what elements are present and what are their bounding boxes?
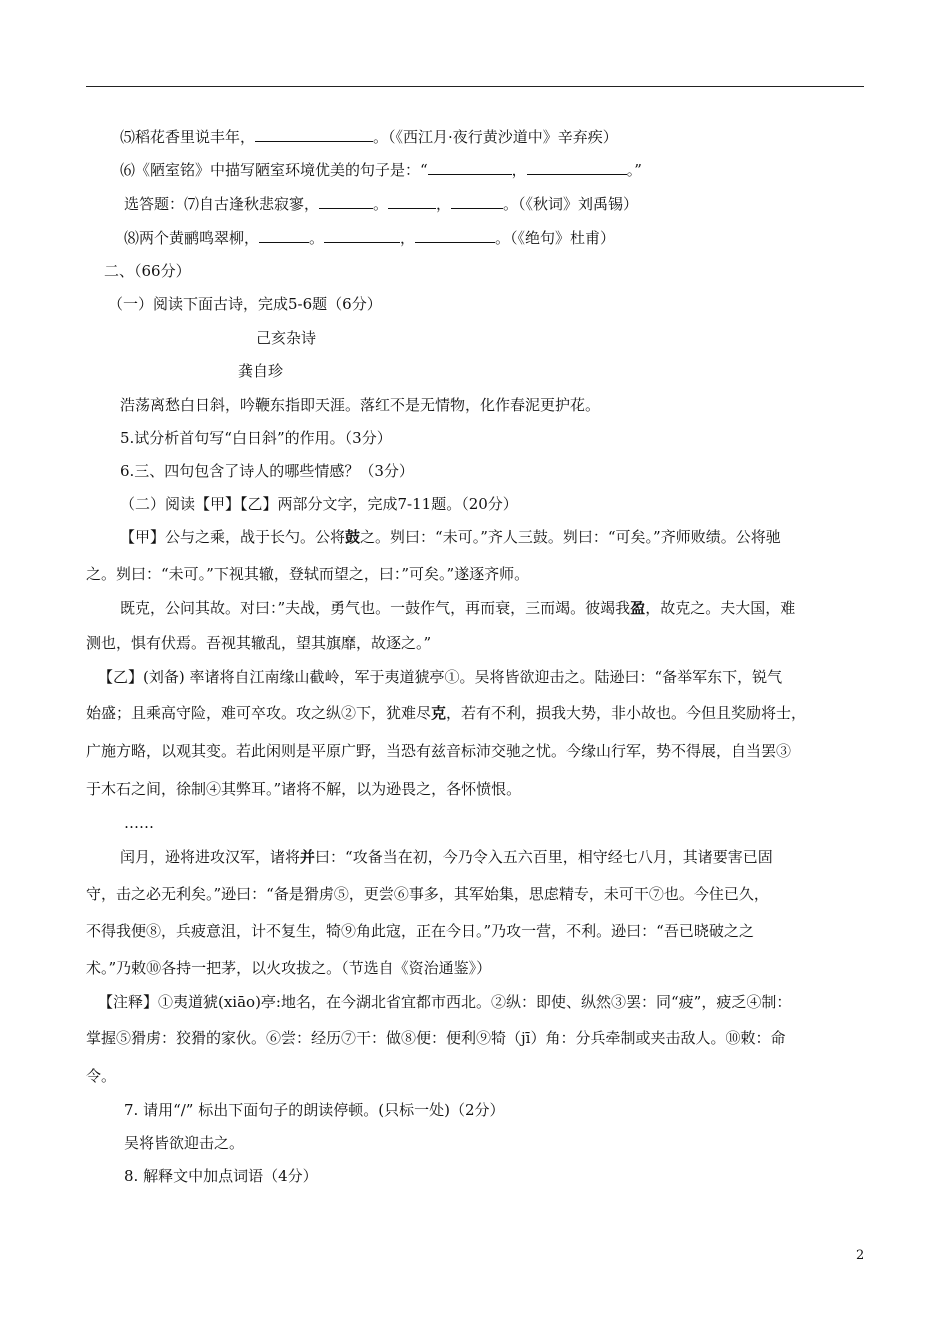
dotted-word: 并 [300,848,316,866]
dotted-word: 克 [431,704,447,722]
jia-line-2: 之。刿曰：“未可。”下视其辙，登轼而望之，曰：”可矣。”遂逐齐师。 [86,565,530,583]
answer-blank[interactable] [527,160,627,175]
notes-line-2: 掌握⑤猾虏：狡猾的家伙。⑥尝：经历⑦干：做⑧便：便利⑨犄（jī）角：分兵牵制或夹击敌人。⑩敕：命 [86,1029,786,1047]
fill-q8: ⑻两个黄鹂鸣翠柳， 。 ， 。（《绝句》杜甫） [124,229,616,247]
yi-line-6: 守，击之必无利矣。”逊曰：“备是猾虏⑤，更尝⑥事多，其军始集，思虑精专，未可干⑦也。今住已久， [86,885,769,903]
page-number: 2 [856,1248,865,1263]
dotted-word: 盈 [630,599,646,617]
fill-q7: 选答题：⑺自古逢秋悲寂寥， 。 ， 。（《秋词》刘禹锡） [124,195,639,213]
answer-blank[interactable] [319,194,373,209]
yi-line-7: 不得我便⑧，兵疲意沮，计不复生，犄⑨角此寇，正在今日。”乃攻一营，不利。逊曰：“吾已晓破之之 [86,922,754,940]
jia-line-3: 既克，公问其故。对曰：”夫战，勇气也。一鼓作气，再而衰，三而竭。彼竭我盈，故克之。夫大国，难 [120,599,796,617]
part1-instruction: （一）阅读下面古诗，完成5-6题（6分） [108,295,382,313]
question-5: 5.试分析首句写“白日斜”的作用。（3分） [120,429,392,447]
answer-blank[interactable] [259,228,309,243]
yi-line-1: 【乙】(刘备) 率诸将自江南缘山截岭，军于夷道猇亭①。吴将皆欲迎击之。陆逊曰：“备举军东下，锐气 [98,668,783,686]
poem-author: 龚自珍 [238,362,284,380]
answer-blank[interactable] [415,228,495,243]
answer-blank[interactable] [255,127,373,142]
dotted-word: 鼓 [345,528,361,546]
poem-title: 己亥杂诗 [256,329,317,347]
question-7-sentence: 吴将皆欲迎击之。 [124,1134,245,1152]
poem-text: 浩荡离愁白日斜，吟鞭东指即天涯。落红不是无情物，化作春泥更护花。 [120,396,601,414]
yi-line-5: 闰月，逊将进攻汉军，诸将并曰：“攻备当在初，今乃令入五六百里，相守经七八月，其诸要害已固 [120,848,773,866]
section-heading: 二、（66分） [104,262,191,280]
question-6: 6.三、四句包含了诗人的哪些情感？（3分） [120,462,414,480]
jia-line-4: 测也，惧有伏焉。吾视其辙乱，望其旗靡，故逐之。” [86,634,432,652]
answer-blank[interactable] [451,194,503,209]
part2-instruction: （二）阅读【甲】【乙】两部分文字，完成7-11题。（20分） [120,495,518,513]
notes-line-1: 【注释】①夷道猇(xiāo)亭:地名，在今湖北省宜都市西北。②纵：即使、纵然③罢：同“疲”，疲乏④制： [98,993,792,1011]
ellipsis: …… [124,814,154,832]
question-8: 8. 解释文中加点词语（4分） [124,1167,318,1185]
fill-q6: ⑹《陋室铭》中描写陋室环境优美的句子是：“ ， 。” [120,161,642,179]
jia-line-1: 【甲】公与之乘，战于长勺。公将鼓之。刿曰：“未可。”齐人三鼓。刿曰：“可矣。”齐师败绩。公将驰 [120,528,781,546]
answer-blank[interactable] [388,194,436,209]
yi-line-3: 广施方略，以观其变。若此闲则是平原广野，当恐有兹音标沛交驰之忧。今缘山行军，势不得展，自当罢③ [86,742,792,760]
yi-line-2: 始盛；且乘高守险，难可卒攻。攻之纵②下，犹难尽克，若有不利，损我大势，非小故也。今但且奖励将士， [86,704,807,722]
yi-line-8: 术。”乃敕⑩各持一把茅，以火攻拔之。（节选自《资治通鉴》） [86,959,492,977]
header-rule [86,86,864,87]
notes-line-3: 令。 [86,1067,117,1085]
answer-blank[interactable] [324,228,400,243]
question-7: 7. 请用“/” 标出下面句子的朗读停顿。(只标一处)（2分） [124,1101,505,1119]
answer-blank[interactable] [428,160,512,175]
fill-q5: ⑸稻花香里说丰年， 。（《西江月·夜行黄沙道中》辛弃疾） [120,128,618,146]
yi-line-4: 于木石之间，徐制④其弊耳。”诸将不解，以为逊畏之，各怀愤恨。 [86,780,522,798]
